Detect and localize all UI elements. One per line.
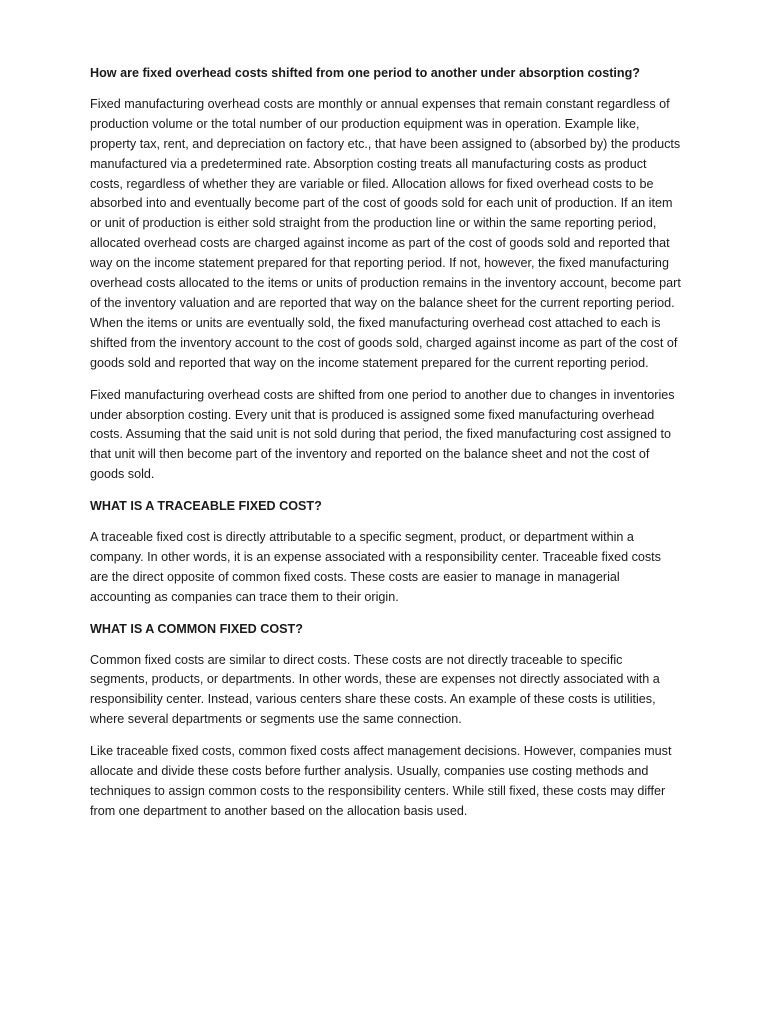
paragraph-common-fixed-cost: Common fixed costs are similar to direct costs. These costs are not directly traceable to specific segments, products, or departments. In other words, these are expenses not directly associated with a responsibility center. Instead, various centers share these costs. An example of these costs is utilities, where several departments or segments use the same connection. bbox=[90, 652, 660, 727]
paragraph-traceable-fixed-cost: A traceable fixed cost is directly attributable to a specific segment, product, or department within a company. In other words, it is an expense associated with a responsibility center. Traceable fixed costs are the direct opposite of common fixed costs. These costs are easier to manage in managerial accounting as companies can trace them to their origin. bbox=[90, 530, 661, 604]
section-heading-common-fixed-cost: WHAT IS A COMMON FIXED COST? bbox=[90, 621, 303, 636]
section-heading-traceable-fixed-cost: WHAT IS A TRACEABLE FIXED COST? bbox=[90, 499, 322, 514]
paragraph-fixed-overhead-definition: Fixed manufacturing overhead costs are monthly or annual expenses that remain constant regardless of production volume or the total number of our production equipment was in operation. Example like, property tax, rent, and depreciation on factory etc., that have been assigned to (absorbed by) the products manufactured via a predetermined rate. Absorption costing treats all manufacturing costs as product costs, regardless of whether they are variable or filed. Allocation allows for fixed overhead costs to be absorbed into and eventually become part of the cost of goods sold for each unit of production. If an item or unit of production is either sold straight from the production line or within the same reporting period, allocated overhead costs are charged against income as part of the cost of goods sold and reported that way on the income statement prepared for that reporting period. If not, however, the fixed manufacturing overhead costs allocated to the items or units of production remains in the inventory account, become part of the inventory valuation and are reported that way on the balance sheet for the current reporting period. When the items or units are eventually sold, the fixed manufacturing overhead cost attached to each is shifted from the inventory account to the cost of goods sold, charged against income as part of the cost of goods sold and reported that way on the income statement prepared for the current reporting period. bbox=[90, 96, 681, 370]
paragraph-common-cost-allocation: Like traceable fixed costs, common fixed costs affect management decisions. However, companies must allocate and divide these costs before further analysis. Usually, companies use costing methods and techniques to assign common costs to the responsibility centers. While still fixed, these costs may differ from one department to another based on the allocation basis used. bbox=[90, 744, 672, 818]
document-page bbox=[90, 64, 682, 834]
paragraph-overhead-shift: Fixed manufacturing overhead costs are shifted from one period to another due to changes in inventories under absorption costing. Every unit that is produced is assigned some fixed manufacturing overhead costs. Assuming that the said unit is not sold during that period, the fixed manufacturing cost assigned to that unit will then become part of the inventory and reported on the balance sheet and not the cost of goods sold. bbox=[90, 387, 675, 482]
question-heading-absorption-costing: How are fixed overhead costs shifted from one period to another under absorption costing? bbox=[90, 66, 640, 80]
